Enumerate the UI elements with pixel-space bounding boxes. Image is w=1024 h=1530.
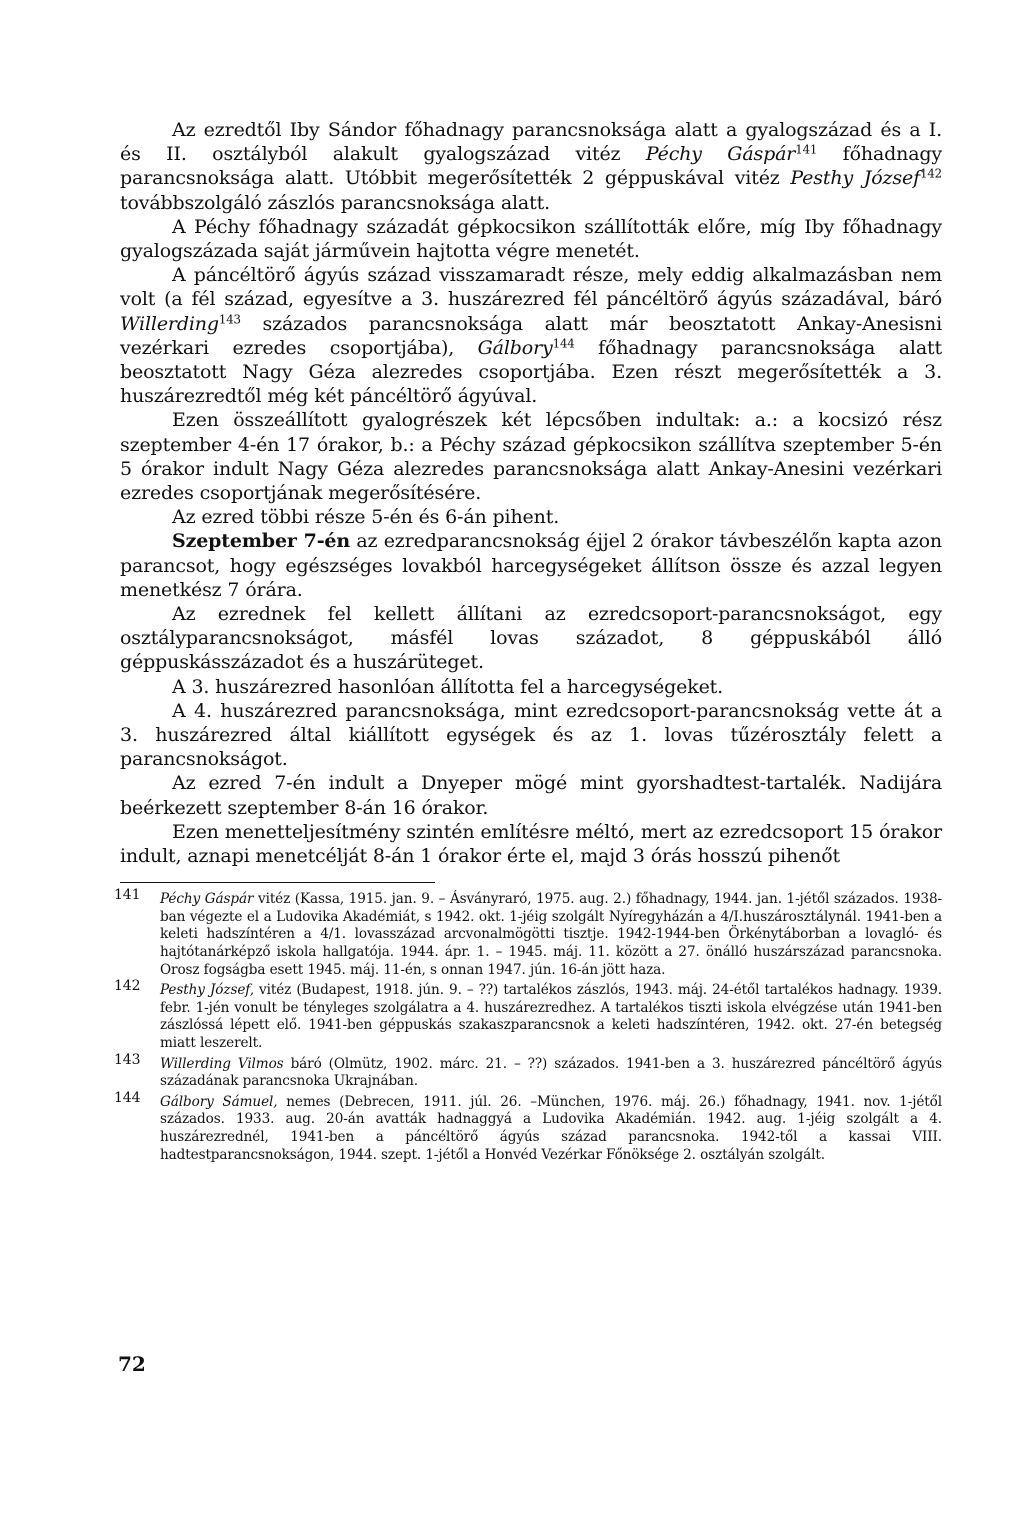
footnote-ref-141: 141 [795,142,818,157]
paragraph-9: A 4. huszárezred parancsnoksága, mint ezredcsoport-parancsnokság vette át a 3. huszárezred által kiállított egységek és az 1. lovas tűzérosztály felett a parancsnokságot. [120,699,942,771]
paragraph-4: Ezen összeállított gyalogrészek két lépcsőben indultak: a.: a kocsizó rész szeptember 4-én 17 órakor, b.: a Péchy század gépkocsikon szállítva szeptember 5-én 5 órakor indult Nagy Géza alezredes parancsnoksága alatt Ankay-Anesini vezérkari ezredes csoportjának megerősítésére. [120,409,942,505]
footnote-text: nemes (Debrecen, 1911. júl. 26. –München, 1976. máj. 26.) főhadnagy, 1941. nov. 1-jétől százados. 1933. aug. 20-án avatták hadnaggyá a Ludovika Akadémián. 1942. aug. 1-jéig szolgált a 4. huszárezrednél, 1941-ben a páncéltörő ágyús század parancsnoka. 1942-től a kassai VIII. hadtestparancsnokságon, 1944. szept. 1-jétől a Honvéd Vezérkar Főnöksége 2. osztályán szolgált. [160,1093,942,1163]
footnote-number: 141 [114,887,141,904]
paragraph-8: A 3. huszárezred hasonlóan állította fel a harcegységeket. [172,675,724,698]
footnotes [114,887,943,1164]
person-name: Pesthy József [790,167,920,190]
footnote-ref-143: 143 [218,312,241,327]
footnote-ref-144: 144 [552,336,575,351]
footnote-number: 142 [114,978,141,995]
footnote-number: 144 [114,1089,141,1106]
footnote-number: 143 [114,1051,141,1068]
person-name: Gálbory [477,336,553,359]
page-content [114,118,943,1167]
paragraph-2: A Péchy főhadnagy századát gépkocsikon szállították előre, míg Iby főhadnagy gyalogszázada saját járművein hajtotta végre menetét. [120,215,942,263]
paragraph-10: Az ezred 7-én indult a Dnyeper mögé mint gyorshadtest-tartalék. Nadijára beérkezett szeptember 8-án 16 órakor. [120,772,942,819]
paragraph-7: Az ezrednek fel kellett állítani az ezredcsoport-parancsnokságot, egy osztályparancsnokságot, másfél lovas századot, 8 géppuskából álló géppuskásszázadot és a huszárüteget. [120,603,942,674]
main-text [120,118,942,868]
footnote-name: Péchy Gáspár [160,891,254,908]
footnote-name: Willerding Vilmos [160,1055,284,1072]
footnote-ref-142: 142 [919,166,942,181]
footnote-144 [114,1089,942,1164]
footnote-text: vitéz (Kassa, 1915. jan. 9. – Ásványraró, 1975. aug. 2.) főhadnagy, 1944. jan. 1-jétől százados. 1938-ban végezte el a Ludovika Akadémiát, s 1942. okt. 1-jéig szolgált Nyíregyházán a 4/I.huszárosztálynál. 1941-ben a keleti hadszíntéren a 4/1. lovasszázad arcvonalmögötti tisztje. 1942-1944-ben Örkénytáborban a lovagló- és hajtótanárképző iskola hallgatója. 1944. ápr. 1. – 1945. máj. 11. között a 27. önálló huszárszázad parancsnoka. Orosz fogságba esett 1945. máj. 11-én, s onnan 1947. jún. 16-án jött haza. [160,891,943,978]
text: Az ezredtől Iby Sándor főhadnagy parancsnoksága alatt a gyalogszázad és a I. és II. osztályból alakult gyalogszázad vitéz [120,119,942,166]
footnote-name: Gálbory Sámuel, [160,1093,278,1110]
date-heading: Szeptember 7-én [172,530,351,553]
text: továbbszolgáló zászlós parancsnoksága alatt. [120,191,550,214]
footnote-name: Pesthy József, [160,982,254,999]
paragraph-1 [120,118,942,215]
paragraph-11: Ezen menetteljesítmény szintén említésre méltó, mert az ezredcsoport 15 órakor indult, aznapi menetcélját 8-án 1 órakor érte el, majd 3 órás hosszú pihenőt [120,820,942,868]
footnote-142 [114,978,942,1052]
text: A páncéltörő ágyús század visszamaradt része, mely eddig alkalmazásban nem volt (a fél század, egyesítve a 3. huszárezred fél páncéltörő ágyús századával, báró [120,264,942,311]
text: főhadnagy parancsnoksága alatt beosztatott Nagy Géza alezredes csoportjába. Ezen részt megerősítették a 3. huszárezredtől még két páncéltörő ágyúval. [120,336,943,408]
person-name: Willerding [120,312,219,335]
footnote-143 [114,1051,942,1091]
person-name: Péchy Gáspár [645,143,796,166]
text: főhadnagy parancsnoksága alatt. Utóbbit megerősítették 2 géppuskával vitéz [120,143,942,190]
paragraph-3 [120,263,942,408]
footnote-text: báró (Olmütz, 1902. márc. 21. – ??) százados. 1941-ben a 3. huszárezred páncéltörő ágyús századának parancsnoka Ukrajnában. [160,1055,942,1090]
footnote-141 [114,887,943,979]
text: százados parancsnoksága alatt már beosztatott Ankay-Anesisni vezérkari ezredes csoportjába), [120,312,942,359]
text: az ezredparancsnokság éjjel 2 órakor távbeszélőn kapta azon parancsot, hogy egészséges lovakból harcegységeket állítson össze és azzal legyen menetkész 7 órára. [120,530,942,601]
paragraph-6 [120,529,942,602]
footnote-text: vitéz (Budapest, 1918. jún. 9. – ??) tartalékos zászlós, 1943. máj. 24-étől tartalékos hadnagy. 1939. febr. 1-jén vonult be tényleges szolgálatra a 4. huszárezredhez. A tartalékos tiszti iskola elvégzése után 1941-ben zászlóssá lépett elő. 1941-ben géppuskás szakaszparancsnok a keleti hadszíntéren, 1942. okt. 27-én betegség miatt leszerelt. [160,982,942,1052]
footnote-divider [120,882,435,883]
page-number: 72 [118,1352,146,1376]
paragraph-5: Az ezred többi része 5-én és 6-án pihent. [172,506,560,529]
